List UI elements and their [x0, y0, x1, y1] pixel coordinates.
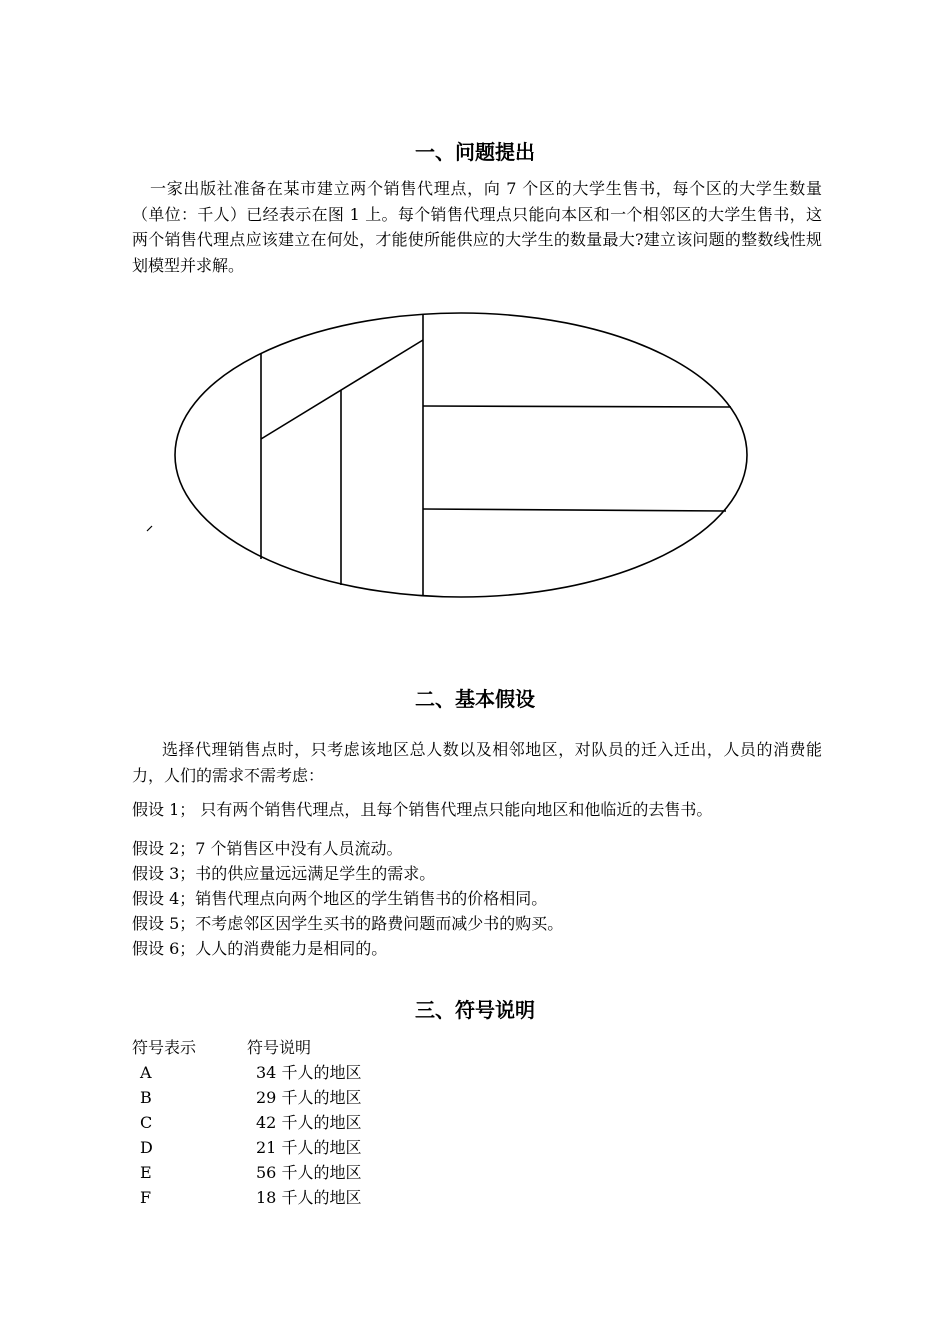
section3-heading: 三、符号说明 — [415, 998, 535, 1022]
symbol-column-header — [132, 1035, 312, 1060]
assumption-5: 假设 5；不考虑邻区因学生买书的路费问题而减少书的购买。 — [132, 914, 564, 933]
district-divider-diagonal — [261, 340, 423, 439]
assumption-1: 假设 1； 只有两个销售代理点，且每个销售代理点只能向地区和他临近的去售书。 — [132, 800, 713, 819]
stray-mark — [147, 526, 152, 531]
section2-heading: 二、基本假设 — [415, 687, 535, 711]
symbol-description: 18 千人的地区 — [256, 1188, 362, 1207]
symbol: F — [140, 1188, 152, 1207]
symbol-description: 29 千人的地区 — [256, 1088, 362, 1107]
district-divider-lower-right — [423, 509, 726, 511]
description-header: 符号说明 — [247, 1038, 312, 1057]
assumption-6: 假设 6；人人的消费能力是相同的。 — [132, 939, 388, 958]
symbol-header: 符号表示 — [132, 1038, 197, 1057]
symbol-description: 42 千人的地区 — [256, 1113, 362, 1132]
city-boundary-ellipse — [175, 313, 747, 597]
symbol: D — [140, 1138, 153, 1157]
district-divider-upper-right — [423, 406, 731, 407]
assumption-2: 假设 2；7 个销售区中没有人员流动。 — [132, 839, 403, 858]
symbol-description: 21 千人的地区 — [256, 1138, 362, 1157]
assumption-intro: 选择代理销售点时，只考虑该地区总人数以及相邻地区，对队员的迁入迁出，人员的消费能力，人们的需求不需考虑： — [132, 740, 822, 785]
symbol: A — [140, 1063, 152, 1082]
assumption-3: 假设 3；书的供应量远远满足学生的需求。 — [132, 864, 436, 883]
symbol: B — [140, 1088, 152, 1107]
assumption-4: 假设 4；销售代理点向两个地区的学生销售书的价格相同。 — [132, 889, 548, 908]
symbol-description: 34 千人的地区 — [256, 1063, 362, 1082]
section1-heading: 一、问题提出 — [415, 140, 535, 164]
symbol-description: 56 千人的地区 — [256, 1163, 362, 1182]
symbol: E — [140, 1163, 152, 1182]
symbol: C — [140, 1113, 153, 1132]
problem-paragraph: 一家出版社准备在某市建立两个销售代理点，向 7 个区的大学生售书，每个区的大学生数量（单位：千人）已经表示在图 1 上。每个销售代理点只能向本区和一个相邻区的大学生售书，这两个销售代理点应该建立在何处，才能使所能供应的大学生的数量最大?建立该问题的整数线性规划模型并求解。 — [132, 179, 822, 275]
